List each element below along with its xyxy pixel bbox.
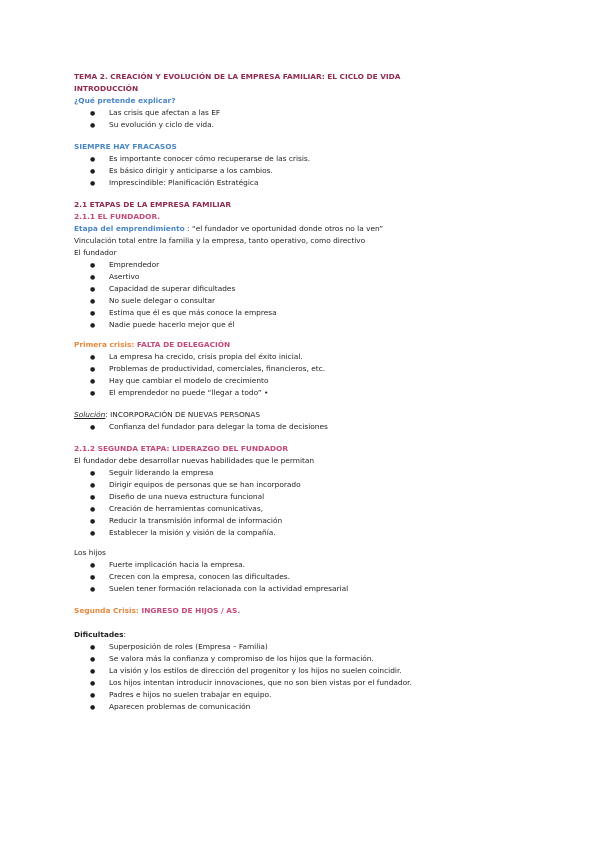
list-item: ● Seguir liderando la empresa — [90, 468, 214, 477]
list-item: ● Hay que cambiar el modelo de crecimiento — [90, 376, 269, 385]
list-item: ● Padres e hijos no suelen trabajar en equipo. — [90, 690, 272, 699]
list-item: ● La empresa ha crecido, crisis propia del éxito inicial. — [90, 352, 303, 361]
list-item: ● Es básico dirigir y anticiparse a los cambios. — [90, 166, 273, 175]
fundador-heading: 2.1.1 EL FUNDADOR. — [74, 212, 161, 221]
list-item: ● La visión y los estilos de dirección del progenitor y los hijos no suelen coincidir. — [90, 666, 402, 675]
list-item: ● No suele delegar o consultar — [90, 296, 216, 305]
list-item: ● El emprendedor no puede “llegar a todo” • — [90, 388, 269, 397]
solucion-line: Solución: INCORPORACIÓN DE NUEVAS PERSONAS — [74, 410, 261, 419]
list-item: ● Suelen tener formación relacionada con la actividad empresarial — [90, 584, 349, 593]
vinculacion-text: Vinculación total entre la familia y la empresa, tanto operativo, como directivo — [74, 236, 366, 245]
list-item: ● Dirigir equipos de personas que se han incorporado — [90, 480, 301, 489]
list-item: ● Su evolución y ciclo de vida. — [90, 120, 214, 129]
list-item: ● Aparecen problemas de comunicación — [90, 702, 251, 711]
list-item: ● Reducir la transmisión informal de información — [90, 516, 283, 525]
segunda-crisis-heading: Segunda Crisis: INGRESO DE HIJOS / AS. — [74, 606, 241, 615]
list-item: ● Las crisis que afectan a las EF — [90, 108, 221, 117]
list-item: ● Imprescindible: Planificación Estratégica — [90, 178, 259, 187]
fracasos-heading: SIEMPRE HAY FRACASOS — [74, 142, 177, 151]
segunda-etapa-intro: El fundador debe desarrollar nuevas habilidades que le permitan — [74, 456, 315, 465]
list-item: ● Diseño de una nueva estructura funcional — [90, 492, 265, 501]
dificultades-label: Dificultades: — [74, 630, 127, 639]
intro-heading: INTRODUCCIÓN — [74, 84, 139, 93]
document-title: TEMA 2. CREACIÓN Y EVOLUCIÓN DE LA EMPRESA FAMILIAR: EL CICLO DE VIDA — [74, 72, 401, 81]
intro-question: ¿Qué pretende explicar? — [74, 96, 176, 105]
list-item: ● Establecer la misión y visión de la compañía. — [90, 528, 276, 537]
list-item: ● Problemas de productividad, comerciales, financieros, etc. — [90, 364, 326, 373]
primera-crisis-heading: Primera crisis: FALTA DE DELEGACIÓN — [74, 340, 231, 349]
list-item: ● Crecen con la empresa, conocen las dificultades. — [90, 572, 290, 581]
list-item: ● Capacidad de superar dificultades — [90, 284, 236, 293]
list-item: ● Es importante conocer cómo recuperarse de las crisis. — [90, 154, 311, 163]
etapa-emprendimiento: Etapa del emprendimiento : “el fundador ve oportunidad donde otros no la ven” — [74, 224, 384, 233]
etapas-heading: 2.1 ETAPAS DE LA EMPRESA FAMILIAR — [74, 200, 232, 209]
hijos-label: Los hijos — [74, 548, 106, 557]
list-item: ● Creación de herramientas comunicativas, — [90, 504, 264, 513]
list-item: ● Se valora más la confianza y compromiso de los hijos que la formación. — [90, 654, 374, 663]
list-item: ● Nadie puede hacerlo mejor que él — [90, 320, 235, 329]
list-item: ● Los hijos intentan introducir innovaciones, que no son bien vistas por el fundador. — [90, 678, 412, 687]
fundador-label: El fundador — [74, 248, 117, 257]
list-item: ● Emprendedor — [90, 260, 160, 269]
segunda-etapa-heading: 2.1.2 SEGUNDA ETAPA: LIDERAZGO DEL FUNDADOR — [74, 444, 289, 453]
list-item: ● Superposición de roles (Empresa – Familia) — [90, 642, 268, 651]
list-item: ● Estima que él es que más conoce la empresa — [90, 308, 277, 317]
list-item: ● Asertivo — [90, 272, 140, 281]
list-item: ● Confianza del fundador para delegar la toma de decisiones — [90, 422, 328, 431]
list-item: ● Fuerte implicación hacia la empresa. — [90, 560, 245, 569]
